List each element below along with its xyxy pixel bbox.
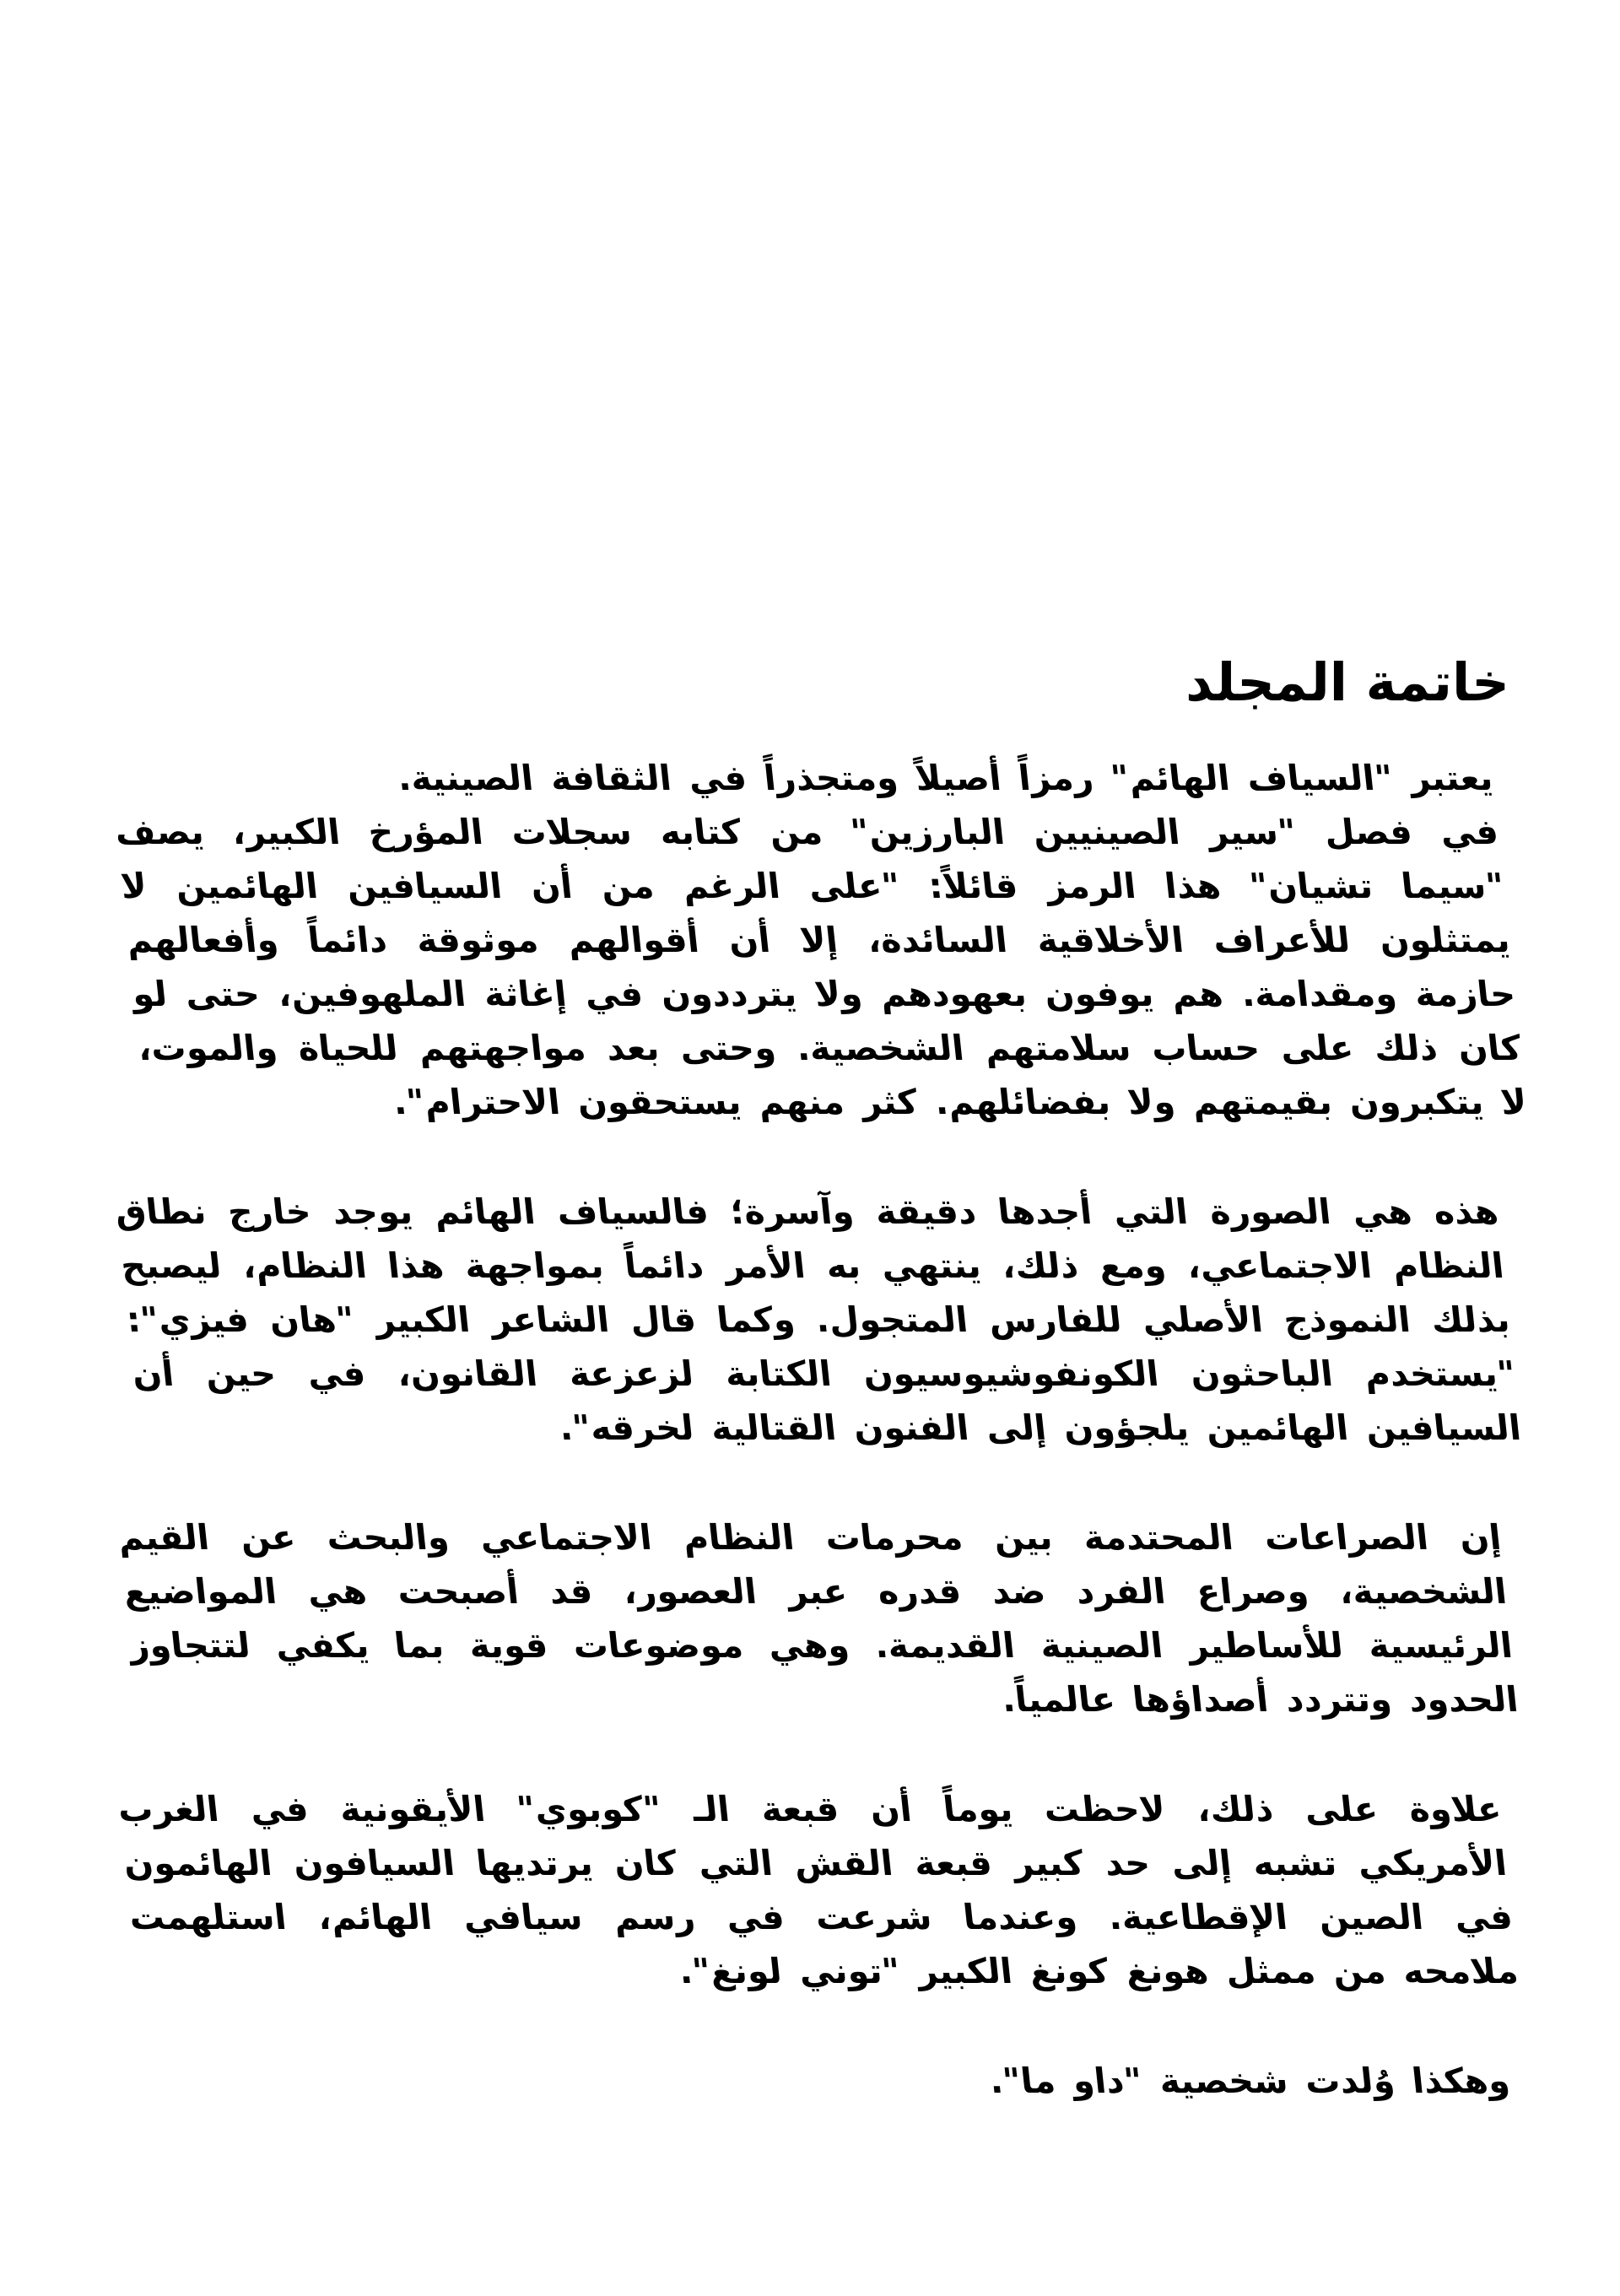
paragraph-swordsman-symbol: يعتبر "السياف الهائم" رمزاً أصيلاً ومتجذراً في الثقافة الصينية. في فصل "سير الصينيين البارزين" من كتابه سجلات المؤرخ الكبير، يصف "سيما تشيان" هذا الرمز قائلاً: "على الرغم من أن السيافين الهائمين لا يمتثلون للأعراف الأخلاقية السائدة، إلا أن أقوالهم موثوقة دائماً وأفعالهم حازمة ومقدامة. هم يوفون بعهودهم ولا يترددون في إغاثة الملهوفين، حتى لو كان ذلك على حساب سلامتهم الشخصية. وحتى بعد مواجهتهم للحياة والموت، لا يتكبرون بقيمتهم ولا بفضائلهم. كثر منهم يستحقون الاحترام". <box>113 757 1529 1122</box>
paragraph-knight-errant-archetype: هذه هي الصورة التي أجدها دقيقة وآسرة؛ فالسياف الهائم يوجد خارج نطاق النظام الاجتماعي، ومع ذلك، ينتهي به الأمر دائماً بمواجهة هذا النظام، ليصبح بذلك النموذج الأصلي للفارس المتجول. وكما قال الشاعر الكبير "هان فيزي": "يستخدم الباحثون الكونفوشيوسيون الكتابة لزعزعة القانون، في حين أن السيافين الهائمين يلجؤون إلى الفنون القتالية لخرقه". <box>113 1191 1523 1448</box>
paragraph-themes-of-chinese-legends: إن الصراعات المحتدمة بين محرمات النظام الاجتماعي والبحث عن القيم الشخصية، وصراع الفرد ضد قدره عبر العصور، قد أصبحت هي المواضيع الرئيسية للأساطير الصينية القديمة. وهي موضوعات قوية بما يكفي لتتجاوز الحدود وتتردد أصداؤها عالمياً. <box>116 1516 1520 1720</box>
page-title: خاتمة المجلد <box>1185 651 1509 713</box>
paragraph-cowboy-hat-inspiration: علاوة على ذلك، لاحظت يوماً أن قبعة الـ "كوبوي" الأيقونية في الغرب الأمريكي تشبه إلى حد كبير قبعة القش التي كان يرتديها السيافون الهائمون في الصين الإقطاعية. وعندما شرعت في رسم سيافي الهائم، استلهمت ملامحه من ممثل هونغ كونغ الكبير "توني لونغ". <box>116 1788 1520 1991</box>
paragraph-character-birth: وهكذا وُلدت شخصية "داو ما". <box>987 2060 1512 2101</box>
